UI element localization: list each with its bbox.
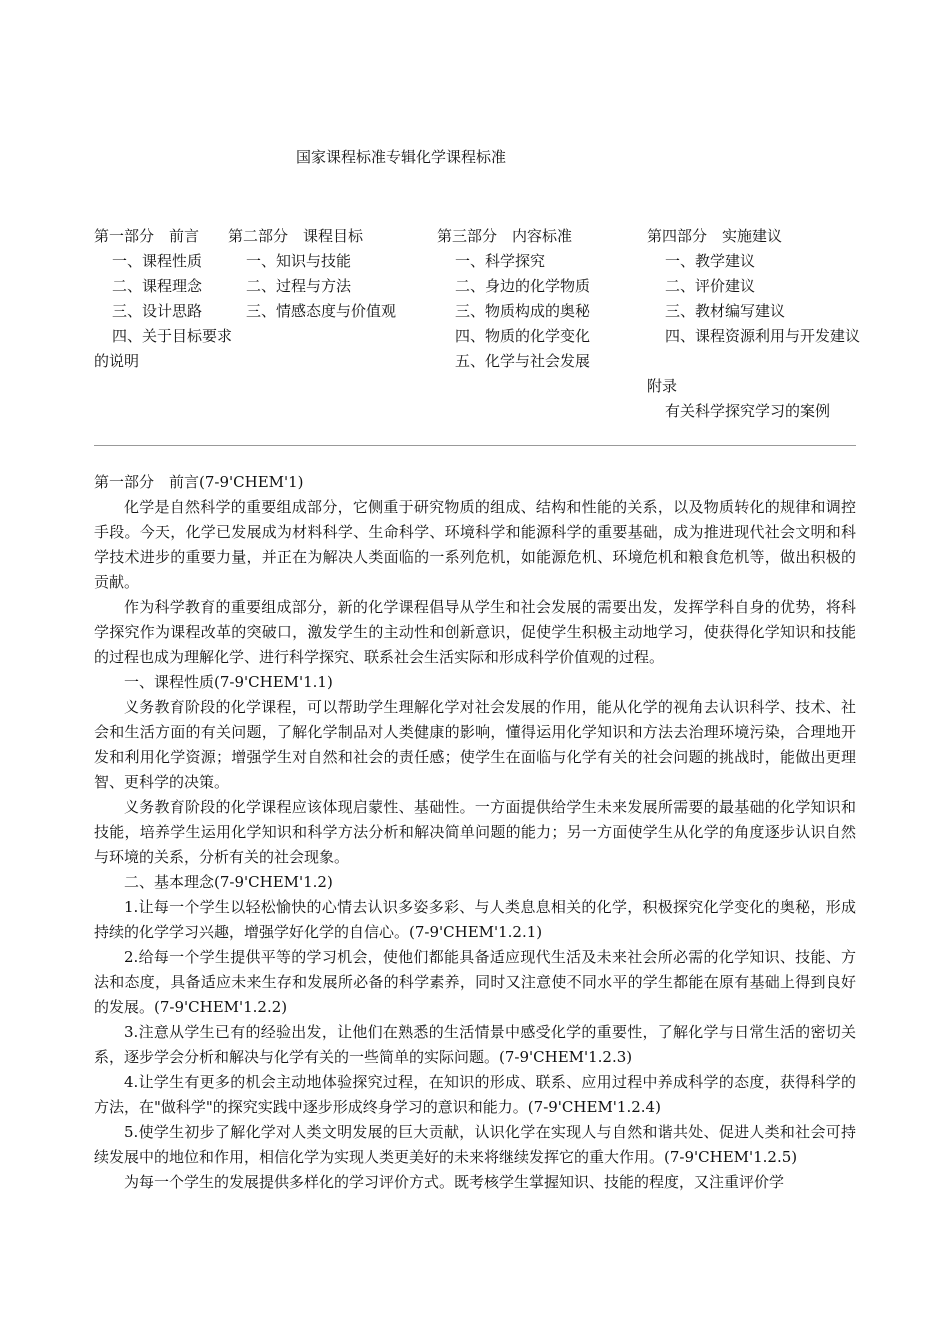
- paragraph: 1.让每一个学生以轻松愉快的心情去认识多姿多彩、与人类息息相关的化学，积极探究化学变化的奥秘，形成持续的化学学习兴趣，增强学好化学的自信心。(7-9'CHEM'1.2.1): [94, 898, 856, 941]
- paragraph: 作为科学教育的重要组成部分，新的化学课程倡导从学生和社会发展的需要出发，发挥学科自身的优势，将科学探究作为课程改革的突破口，激发学生的主动性和创新意识，促使学生积极主动地学习，使获得化学知识和技能的过程也成为理解化学、进行科学探究、联系社会生活实际和形成科学价值观的过程。: [94, 598, 856, 666]
- toc-item: 三、教材编写建议: [665, 302, 786, 320]
- toc-part-1: [94, 224, 234, 374]
- toc-item: 二、评价建议: [665, 277, 756, 295]
- paragraph: 为每一个学生的发展提供多样化的学习评价方式。既考核学生掌握知识、技能的程度，又注重评价学: [124, 1173, 785, 1191]
- paragraph: 化学是自然科学的重要组成部分，它侧重于研究物质的组成、结构和性能的关系，以及物质转化的规律和调控手段。今天，化学已发展成为材料科学、生命科学、环境科学和能源科学的重要基础，成为推进现代社会文明和科学技术进步的重要力量，并正在为解决人类面临的一系列危机，如能源危机、环境危机和粮食危机等，做出积极的贡献。: [94, 498, 856, 591]
- paragraph: 4.让学生有更多的机会主动地体验探究过程，在知识的形成、联系、应用过程中养成科学的态度，获得科学的方法，在"做科学"的探究实践中逐步形成终身学习的意识和能力。(7-9'CHEM'1.2.4): [94, 1073, 856, 1116]
- toc-part-3-heading: 第三部分 内容标准: [437, 227, 573, 245]
- paragraph: 义务教育阶段的化学课程应该体现启蒙性、基础性。一方面提供给学生未来发展所需要的最基础的化学知识和技能，培养学生运用化学知识和科学方法分析和解决简单问题的能力；另一方面使学生从化学的角度逐步认识自然与环境的关系，分析有关的社会现象。: [94, 798, 856, 866]
- paragraph: 义务教育阶段的化学课程，可以帮助学生理解化学对社会发展的作用，能从化学的视角去认识科学、技术、社会和生活方面的有关问题，了解化学制品对人类健康的影响，懂得运用化学知识和方法去治理环境污染，合理地开发和利用化学资源；增强学生对自然和社会的责任感；使学生在面临与化学有关的社会问题的挑战时，能做出更理智、更科学的决策。: [94, 698, 856, 791]
- toc-item: 三、情感态度与价值观: [246, 302, 397, 320]
- toc-item: 二、身边的化学物质: [455, 277, 591, 295]
- toc-item: 三、物质构成的奥秘: [455, 302, 591, 320]
- toc-part-2-heading: 第二部分 课程目标: [228, 227, 364, 245]
- subsection-heading: 二、基本理念(7-9'CHEM'1.2): [124, 873, 333, 891]
- toc-item: 一、科学探究: [455, 252, 546, 270]
- toc-item: 五、化学与社会发展: [455, 352, 591, 370]
- toc-part-4: [647, 224, 867, 424]
- toc-part-1-heading: 第一部分 前言: [94, 227, 200, 245]
- toc-item: 一、教学建议: [665, 252, 756, 270]
- toc-part-3: [437, 224, 637, 374]
- section-divider: [94, 445, 856, 446]
- toc-item: 二、过程与方法: [246, 277, 352, 295]
- toc-item: 四、课程资源利用与开发建议: [665, 327, 861, 345]
- table-of-contents: [94, 224, 864, 446]
- toc-item: 三、设计思路: [112, 302, 203, 320]
- toc-item: 一、知识与技能: [246, 252, 352, 270]
- paragraph: 5.使学生初步了解化学对人类文明发展的巨大贡献，认识化学在实现人与自然和谐共处、促进人类和社会可持续发展中的地位和作用，相信化学为实现人类更美好的未来将继续发挥它的重大作用。(7-9'CHEM'1.2.5): [94, 1123, 856, 1166]
- section-heading: 第一部分 前言(7-9'CHEM'1): [94, 473, 304, 491]
- toc-item: 四、物质的化学变化: [455, 327, 591, 345]
- toc-item: 二、课程理念: [112, 277, 203, 295]
- subsection-heading: 一、课程性质(7-9'CHEM'1.1): [124, 673, 333, 691]
- toc-appendix-heading: 附录: [647, 377, 678, 395]
- paragraph: 2.给每一个学生提供平等的学习机会，使他们都能具备适应现代生活及未来社会所必需的化学知识、技能、方法和态度，具备适应未来生存和发展所必备的科学素养，同时又注意使不同水平的学生都能在原有基础上得到良好的发展。(7-9'CHEM'1.2.2): [94, 948, 856, 1016]
- paragraph: 3.注意从学生已有的经验出发，让他们在熟悉的生活情景中感受化学的重要性，了解化学与日常生活的密切关系，逐步学会分析和解决与化学有关的一些简单的实际问题。(7-9'CHEM'1.2.3): [94, 1023, 856, 1066]
- document-body: [94, 470, 856, 1195]
- toc-part-4-heading: 第四部分 实施建议: [647, 227, 783, 245]
- toc-item: 四、关于目标要求的说明: [94, 327, 233, 370]
- toc-appendix-item: 有关科学探究学习的案例: [665, 402, 831, 420]
- document-title: 国家课程标准专辑化学课程标准: [296, 148, 507, 166]
- toc-item: 一、课程性质: [112, 252, 203, 270]
- toc-part-2: [228, 224, 438, 324]
